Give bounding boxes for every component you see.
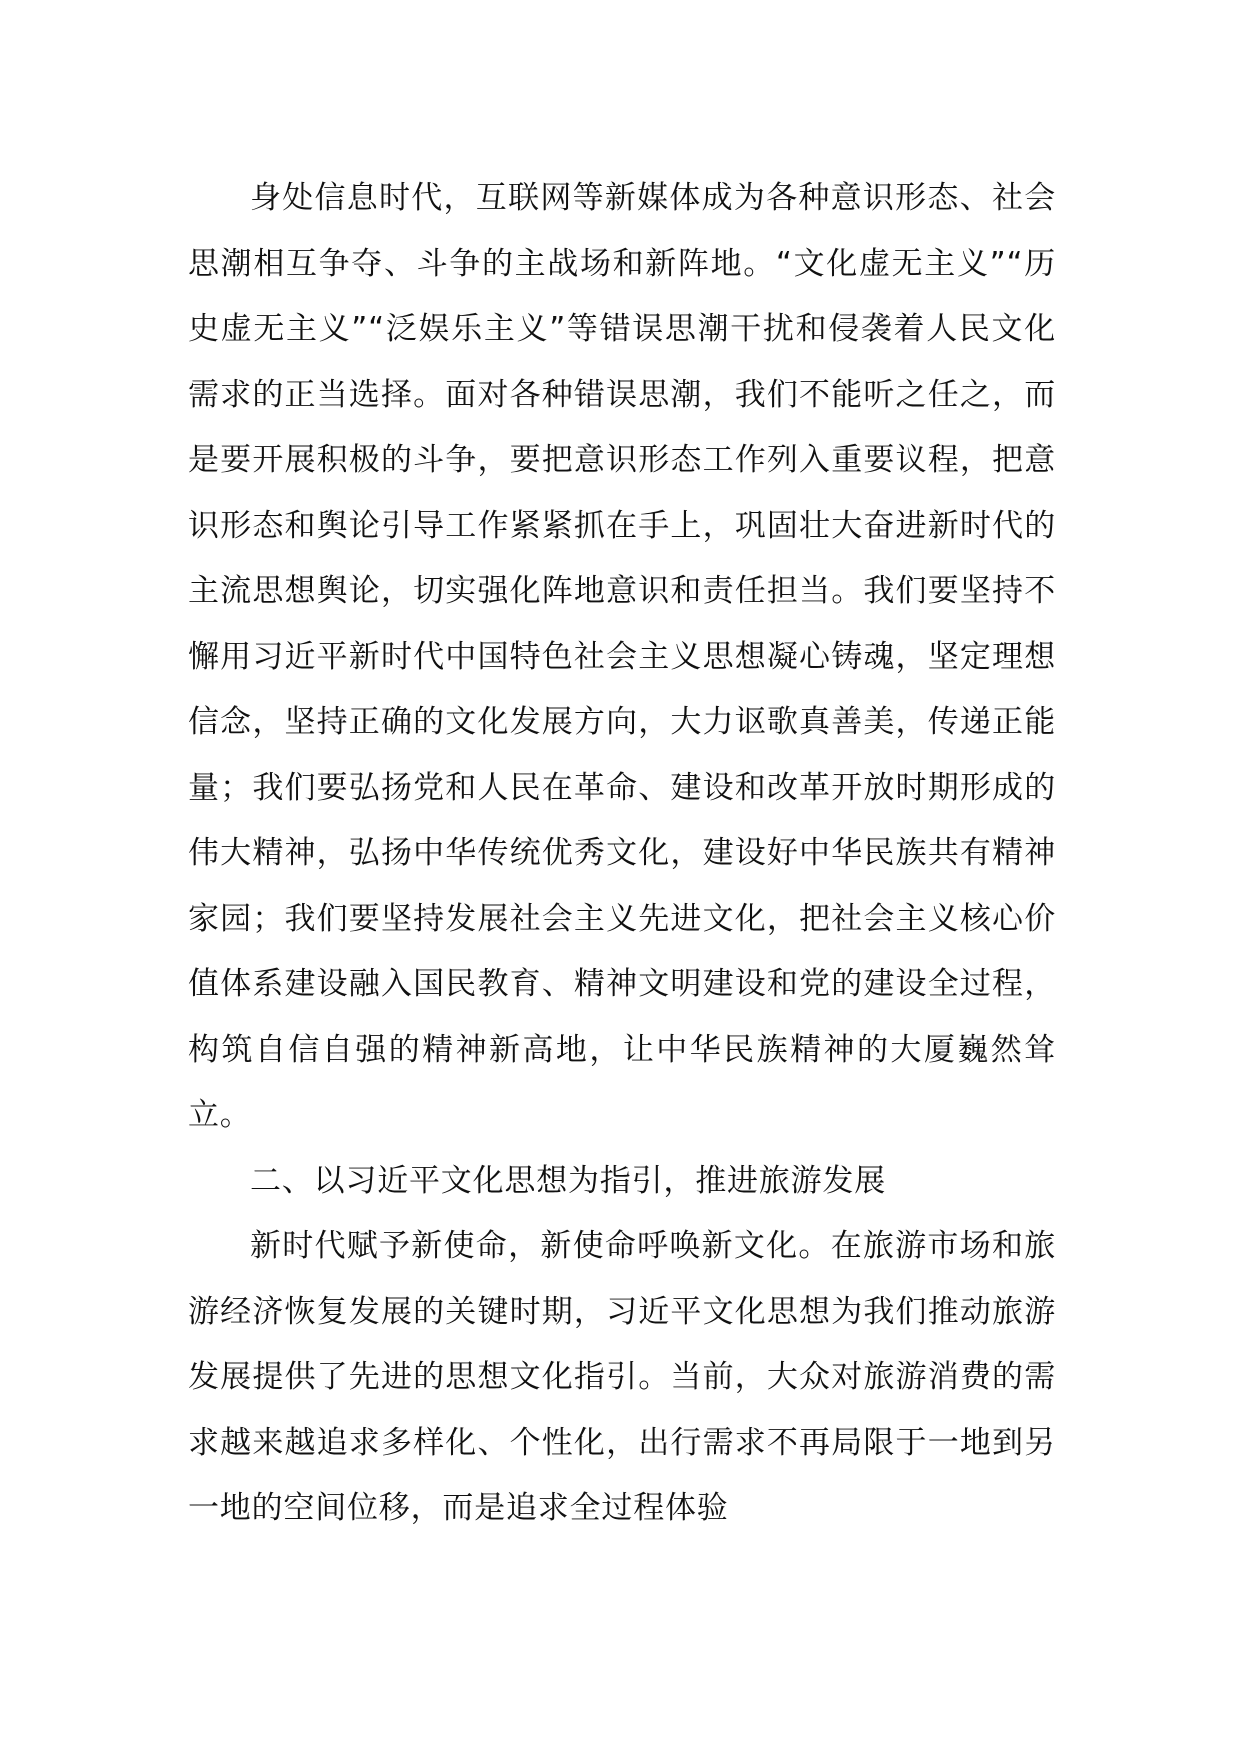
body-paragraph-3: 新时代赋予新使命，新使命呼唤新文化。在旅游市场和旅游经济恢复发展的关键时期，习近平文化思想为我们推动旅游发展提供了先进的思想文化指引。当前，大众对旅游消费的需求越来越追求多样化、个性化，出行需求不再局限于一地到另一地的空间位移，而是追求全过程体验 xyxy=(188,1228,1056,1526)
body-paragraph-1: 身处信息时代，互联网等新媒体成为各种意识形态、社会思潮相互争夺、斗争的主战场和新阵地。“文化虚无主义”“历史虚无主义”“泛娱乐主义”等错误思潮干扰和侵袭着人民文化需求的正当选择。面对各种错误思潮，我们不能听之任之，而是要开展积极的斗争，要把意识形态工作列入重要议程，把意识形态和舆论引导工作紧紧抓在手上，巩固壮大奋进新时代的主流思想舆论，切实强化阵地意识和责任担当。我们要坚持不懈用习近平新时代中国特色社会主义思想凝心铸魂，坚定理想信念，坚持正确的文化发展方向，大力讴歌真善美，传递正能量；我们要弘扬党和人民在革命、建设和改革开放时期形成的伟大精神，弘扬中华传统优秀文化，建设好中华民族共有精神家园；我们要坚持发展社会主义先进文化，把社会主义核心价值体系建设融入国民教育、精神文明建设和党的建设全过程，构筑自信自强的精神新高地，让中华民族精神的大厦巍然耸立。 xyxy=(188,180,1056,1133)
document-body xyxy=(188,166,1056,1542)
section-heading-2: 二、以习近平文化思想为指引，推进旅游发展 xyxy=(250,1162,886,1199)
